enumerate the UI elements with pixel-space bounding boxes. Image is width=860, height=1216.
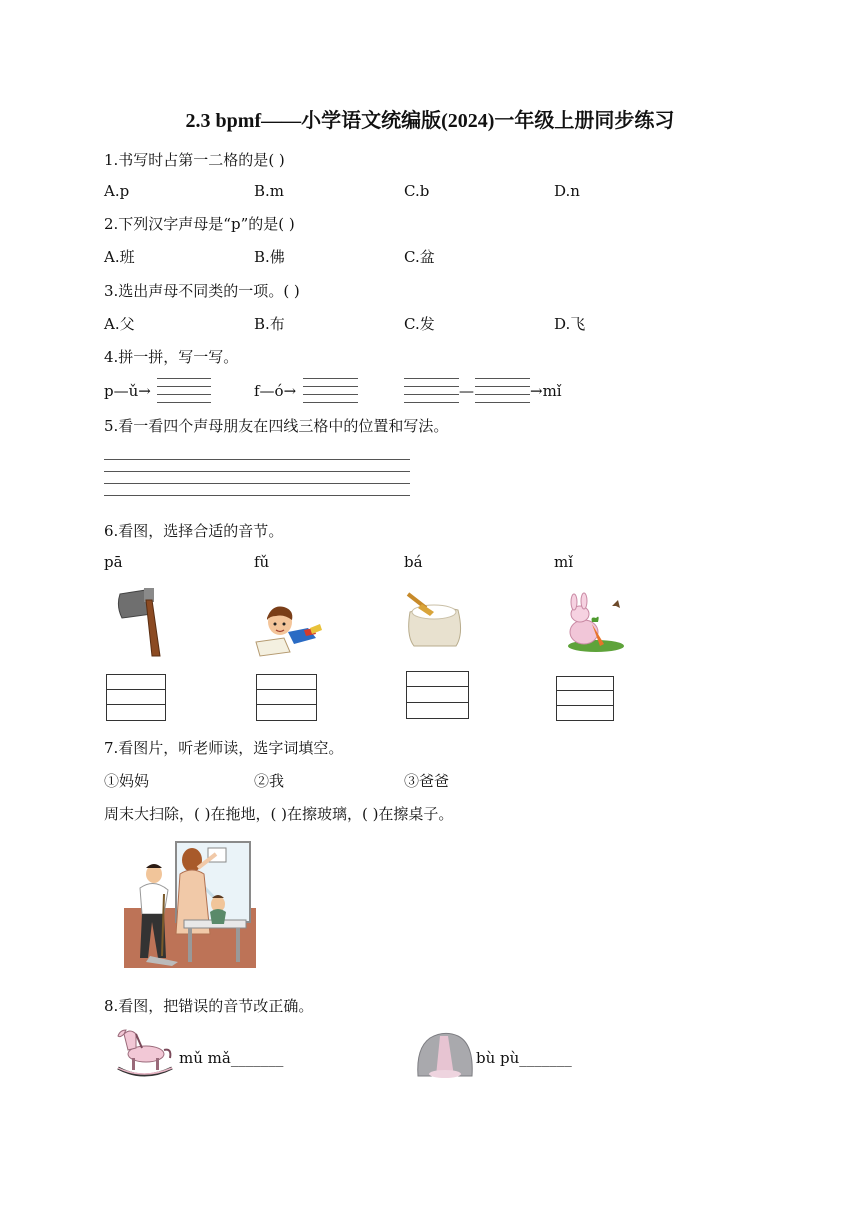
question-1-stem: 1.书写时占第一二格的是( )	[104, 151, 285, 169]
question-4-stem: 4.拼一拼，写一写。	[104, 348, 239, 366]
q4-item-3-end: →mǐ	[530, 382, 562, 400]
rabbit-icon	[560, 596, 632, 654]
page-title: 2.3 bpmf——小学语文统编版(2024)一年级上册同步练习	[185, 110, 675, 132]
q4-writing-lines-3[interactable]	[404, 378, 459, 402]
q6-answer-grid-3[interactable]	[406, 671, 469, 719]
q6-syllable-4: mǐ	[554, 553, 574, 571]
q4-writing-lines-4[interactable]	[475, 378, 530, 402]
q3-option-a[interactable]: A.父	[104, 315, 135, 333]
q6-answer-grid-4[interactable]	[556, 676, 614, 721]
q7-option-2[interactable]: ②我	[254, 772, 285, 790]
q6-answer-grid-1[interactable]	[106, 674, 166, 721]
q8-item-1: mǔ mǎ_______	[179, 1049, 284, 1067]
q4-separator: —	[459, 382, 474, 400]
q6-syllable-3: bá	[404, 553, 423, 571]
q4-item-1: p—ǔ→	[104, 382, 151, 400]
q3-option-d[interactable]: D.飞	[554, 315, 586, 333]
q1-option-a[interactable]: A.p	[104, 182, 130, 200]
q7-option-1[interactable]: ①妈妈	[104, 772, 150, 790]
q2-option-a[interactable]: A.班	[104, 248, 135, 266]
q6-answer-grid-2[interactable]	[256, 674, 317, 721]
q1-option-d[interactable]: D.n	[554, 182, 580, 200]
question-3-stem: 3.选出声母不同类的一项。( )	[104, 282, 300, 300]
q6-syllable-1: pā	[104, 553, 123, 571]
axe-icon	[116, 586, 166, 658]
question-2-stem: 2.下列汉字声母是“p”的是( )	[104, 215, 295, 233]
flour-sack-icon	[404, 590, 466, 650]
q4-writing-lines-2[interactable]	[303, 378, 358, 402]
question-7-stem: 7.看图片，听老师读，选字词填空。	[104, 739, 344, 757]
question-6-stem: 6.看图，选择合适的音节。	[104, 522, 284, 540]
question-5-stem: 5.看一看四个声母朋友在四线三格中的位置和写法。	[104, 417, 449, 435]
q1-option-c[interactable]: C.b	[404, 182, 430, 200]
q3-option-b[interactable]: B.布	[254, 315, 285, 333]
q3-option-c[interactable]: C.发	[404, 315, 435, 333]
q7-option-3[interactable]: ③爸爸	[404, 772, 450, 790]
waterfall-icon	[414, 1028, 476, 1080]
q8-item-2: bù pù_______	[476, 1049, 572, 1067]
q2-option-b[interactable]: B.佛	[254, 248, 285, 266]
question-8-stem: 8.看图，把错误的音节改正确。	[104, 997, 314, 1015]
q5-four-line-grid[interactable]	[104, 459, 410, 495]
rocking-horse-icon	[114, 1024, 176, 1080]
q4-writing-lines-1[interactable]	[157, 378, 211, 402]
q6-syllable-2: fǔ	[254, 553, 270, 571]
q7-sentence: 周末大扫除，( )在拖地，( )在擦玻璃，( )在擦桌子。	[104, 805, 454, 823]
family-cleaning-illustration	[124, 838, 256, 968]
q1-option-b[interactable]: B.m	[254, 182, 285, 200]
q4-item-2: f—ó→	[254, 382, 297, 400]
boy-reading-icon	[250, 598, 326, 658]
q2-option-c[interactable]: C.盆	[404, 248, 435, 266]
